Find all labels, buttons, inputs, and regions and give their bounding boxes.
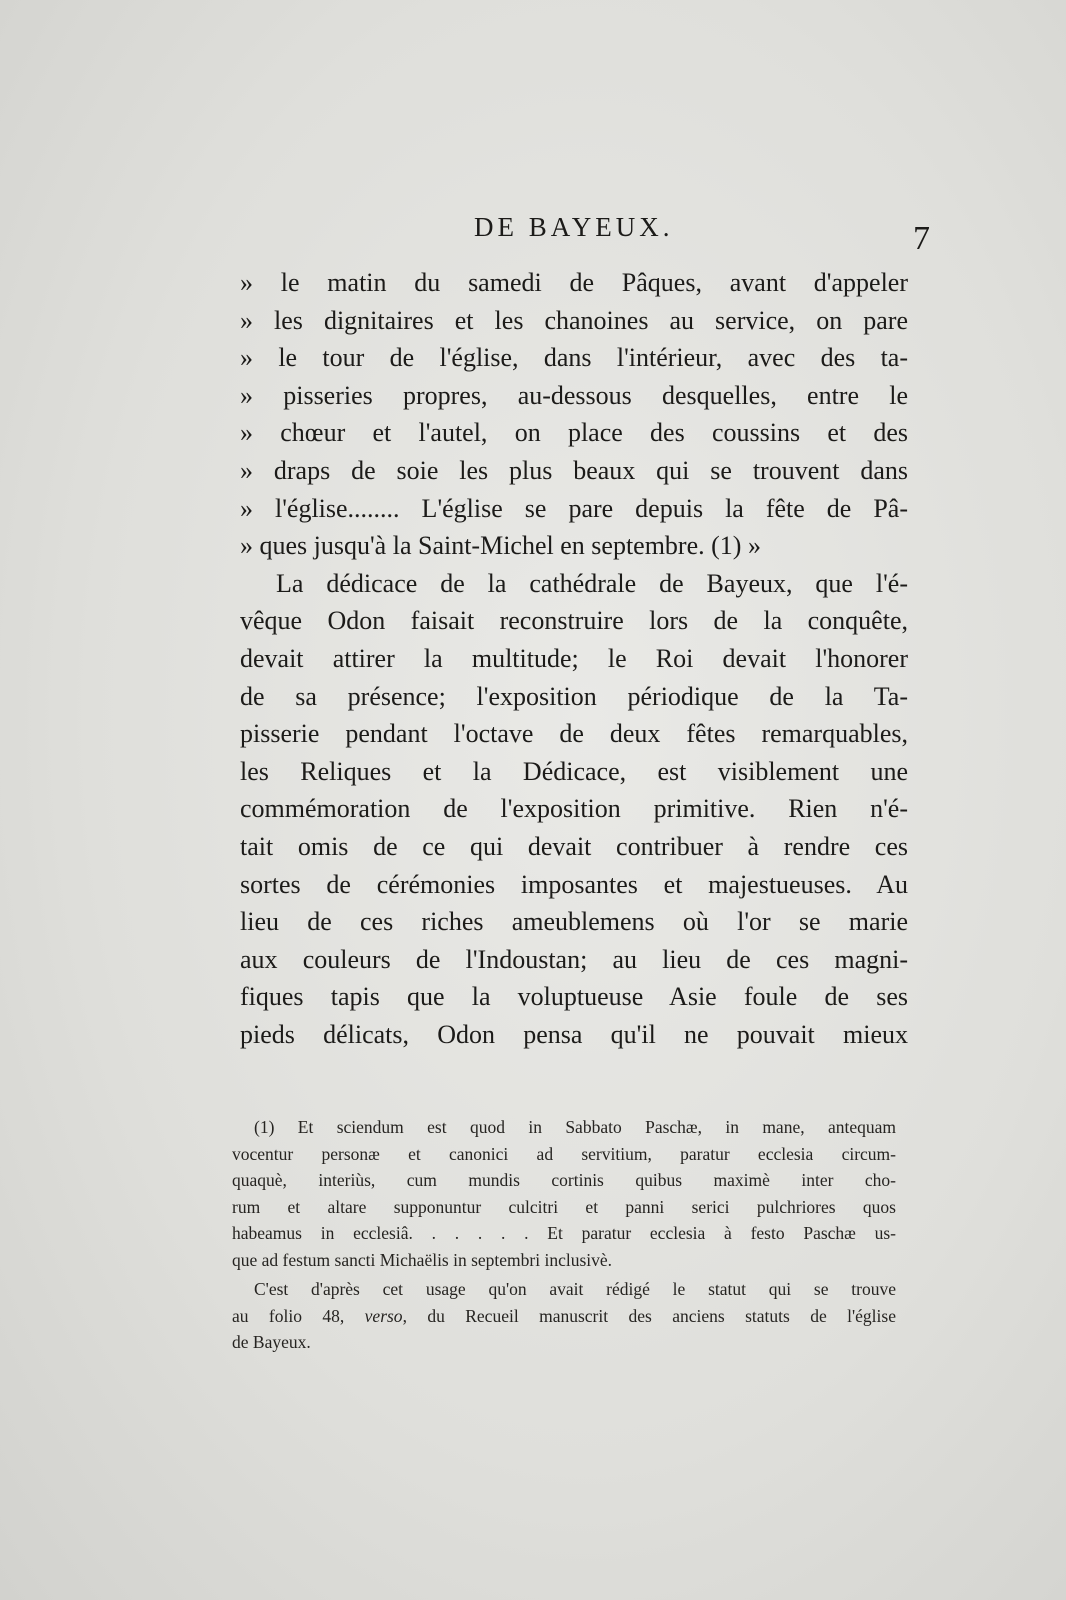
- footnotes: [232, 1114, 896, 1356]
- text-line: » pisseries propres, au-dessous desquelles, entre le: [240, 380, 908, 410]
- footnote-italic-word: verso: [364, 1305, 403, 1326]
- footnote-line: [232, 1303, 896, 1330]
- text-line: sortes de cérémonies imposantes et majestueuses. Au: [240, 869, 908, 899]
- text-line: pisserie pendant l'octave de deux fêtes remarquables,: [240, 719, 908, 749]
- body-text: [240, 264, 908, 1053]
- text-line: aux couleurs de l'Indoustan; au lieu de ces magni-: [240, 944, 908, 974]
- text-line: » le matin du samedi de Pâques, avant d'appeler: [240, 268, 908, 297]
- footnote-line: C'est d'après cet usage qu'on avait rédigé le statut qui se trouve: [254, 1279, 896, 1299]
- text-line: tait omis de ce qui devait contribuer à rendre ces: [240, 831, 908, 861]
- text-line: » l'église........ L'église se pare depuis la fête de Pâ-: [240, 493, 908, 523]
- footnote-line: rum et altare supponuntur culcitri et panni serici pulchriores quos: [232, 1196, 896, 1217]
- footnote-line: quaquè, interiùs, cum mundis cortinis quibus maximè inter cho-: [232, 1170, 896, 1190]
- text-line: » draps de soie les plus beaux qui se trouvent dans: [240, 455, 908, 485]
- paragraph-first-line: La dédicace de la cathédrale de Bayeux, que l'é-: [276, 568, 908, 598]
- text-line: » le tour de l'église, dans l'intérieur, avec des ta-: [240, 343, 908, 373]
- footnote-line: (1) Et sciendum est quod in Sabbato Paschæ, in mane, antequam: [254, 1117, 896, 1137]
- text-line: les Reliques et la Dédicace, est visiblement une: [240, 756, 908, 786]
- text-line: » les dignitaires et les chanoines au service, on pare: [240, 305, 908, 335]
- footnote-line: de Bayeux.: [232, 1332, 311, 1352]
- page-number: 7: [913, 220, 930, 257]
- text-line: commémoration de l'exposition primitive. Rien n'é-: [240, 794, 908, 824]
- text-line: de sa présence; l'exposition périodique de la Ta-: [240, 681, 908, 711]
- text-line: pieds délicats, Odon pensa qu'il ne pouvait mieux: [240, 1019, 908, 1049]
- text-line: » ques jusqu'à la Saint-Michel en septembre. (1) »: [240, 531, 761, 561]
- text-line: devait attirer la multitude; le Roi devait l'honorer: [240, 643, 908, 673]
- footnote-line: habeamus in ecclesiâ. . . . . . Et paratur ecclesia à festo Paschæ us-: [232, 1223, 896, 1243]
- text-line: vêque Odon faisait reconstruire lors de la conquête,: [240, 606, 908, 636]
- text-line: » chœur et l'autel, on place des coussins et des: [240, 418, 908, 448]
- text-line: fiques tapis que la voluptueuse Asie foule de ses: [240, 982, 908, 1012]
- footnote-text: , du Recueil manuscrit des anciens statuts de l'église: [402, 1305, 896, 1326]
- running-head: DE BAYEUX.: [474, 212, 674, 242]
- footnote-line: que ad festum sancti Michaëlis in septembri inclusivè.: [232, 1249, 613, 1270]
- footnote-line: vocentur personæ et canonici ad servitium, paratur ecclesia circum-: [232, 1143, 896, 1164]
- text-line: lieu de ces riches ameublemens où l'or se marie: [240, 907, 908, 937]
- footnote-text: au folio 48,: [232, 1305, 365, 1326]
